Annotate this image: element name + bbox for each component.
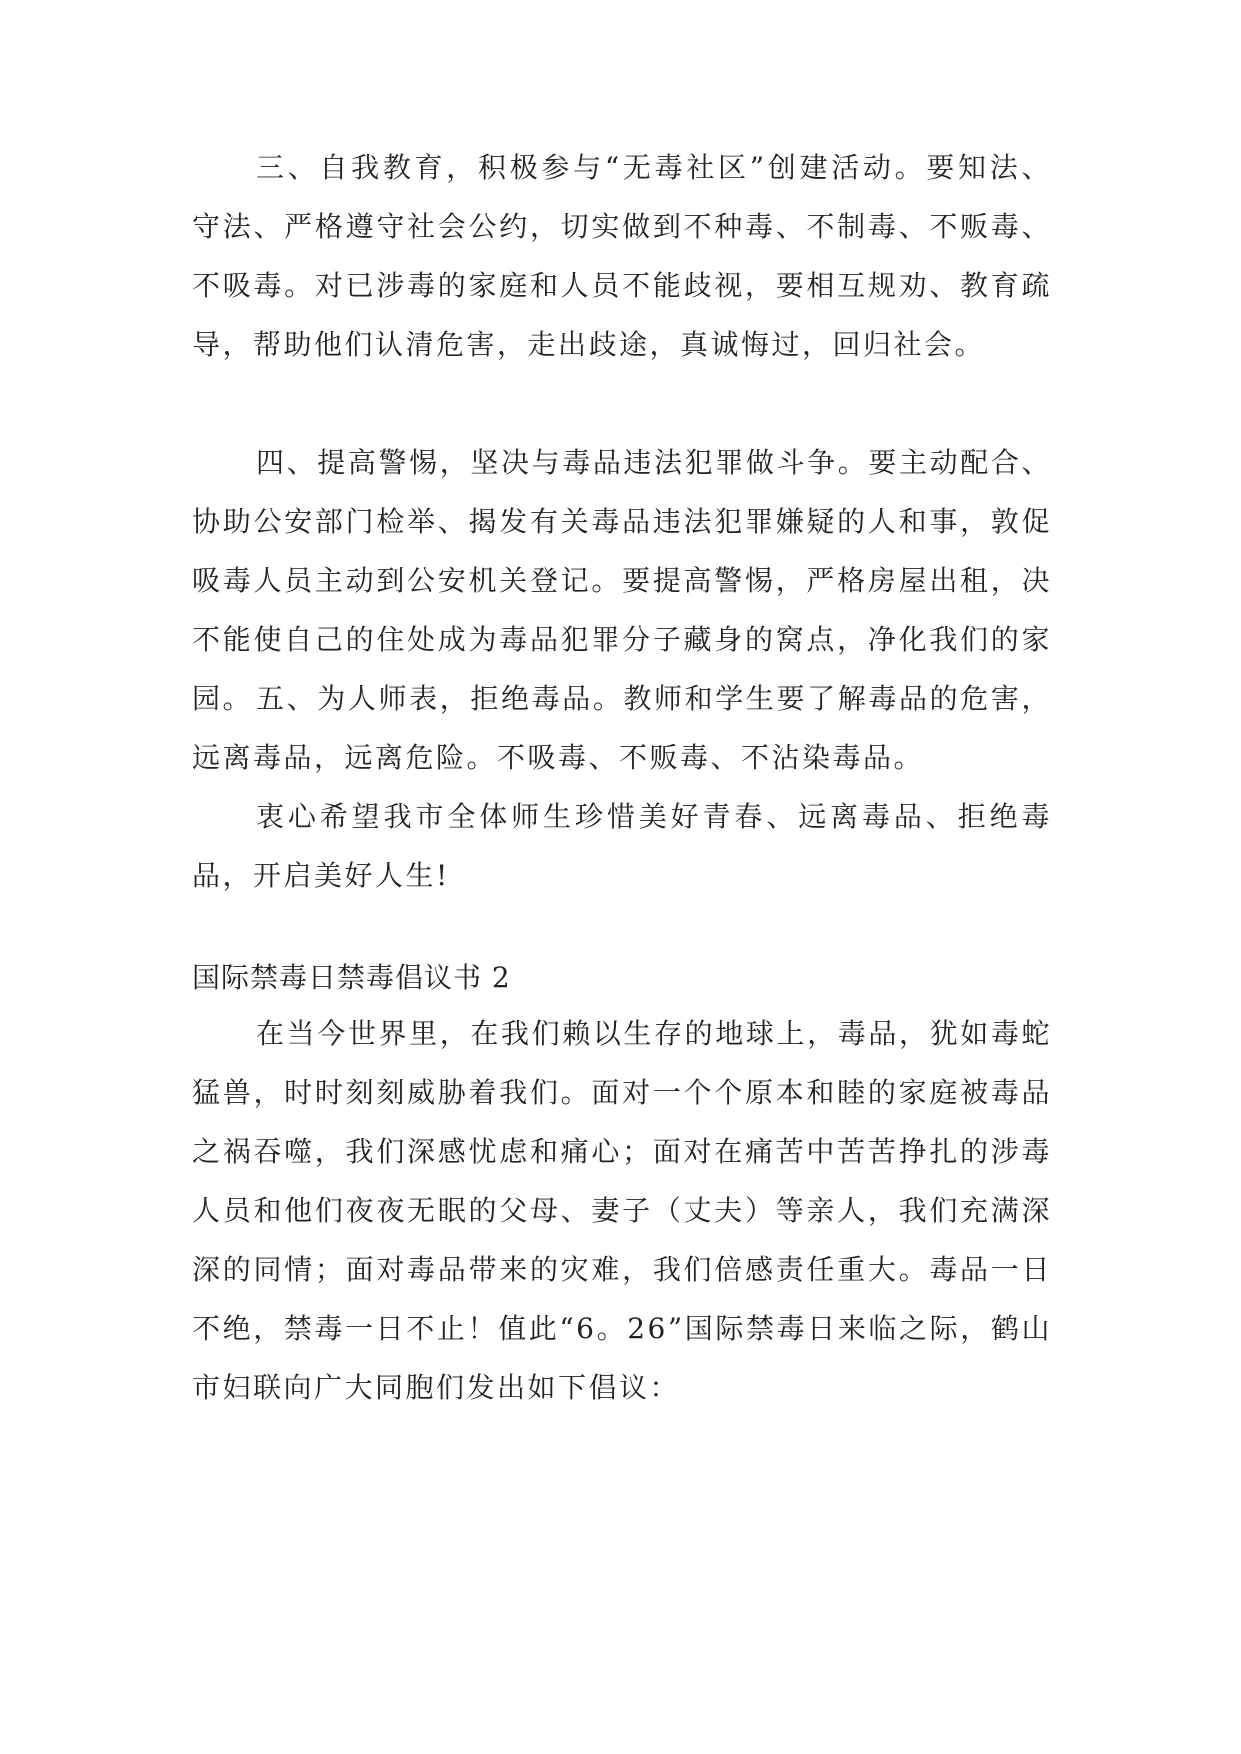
- paragraph-teachers-example: 五、为人师表，拒绝毒品。教师和学生要了解毒品的危害，远离毒品，远离危险。不吸毒、不贩毒、不沾染毒品。: [192, 682, 1052, 774]
- paragraph-proposal-intro: 在当今世界里，在我们赖以生存的地球上，毒品，犹如毒蛇猛兽，时时刻刻威胁着我们。面对一个个原本和睦的家庭被毒品之祸吞噬，我们深感忧虑和痛心；面对在痛苦中苦苦挣扎的涉毒人员和他们夜夜无眠的父母、妻子（丈夫）等亲人，我们充满深深的同情；面对毒品带来的灾难，我们倍感责任重大。毒品一日不绝，禁毒一日不止！值此“6。26”国际禁毒日来临之际，鹤山市妇联向广大同胞们发出如下倡议：: [192, 1017, 1052, 1404]
- section-title: 国际禁毒日禁毒倡议书 2: [192, 961, 511, 994]
- paragraph-vigilance: 四、提高警惕，坚决与毒品违法犯罪做斗争。要主动配合、协助公安部门检举、揭发有关毒品违法犯罪嫌疑的人和事，敦促吸毒人员主动到公安机关登记。要提高警惕，严格房屋出租，决不能使自己的住处成为毒品犯罪分子藏身的窝点，净化我们的家园。: [192, 446, 1052, 715]
- paragraph-self-education: 三、自我教育，积极参与“无毒社区”创建活动。要知法、守法、严格遵守社会公约，切实做到不种毒、不制毒、不贩毒、不吸毒。对已涉毒的家庭和人员不能歧视，要相互规劝、教育疏导，帮助他们认清危害，走出歧途，真诚悔过，回归社会。: [192, 151, 1052, 361]
- paragraph-closing-wish: 衷心希望我市全体师生珍惜美好青春、远离毒品、拒绝毒品，开启美好人生!: [192, 800, 1052, 892]
